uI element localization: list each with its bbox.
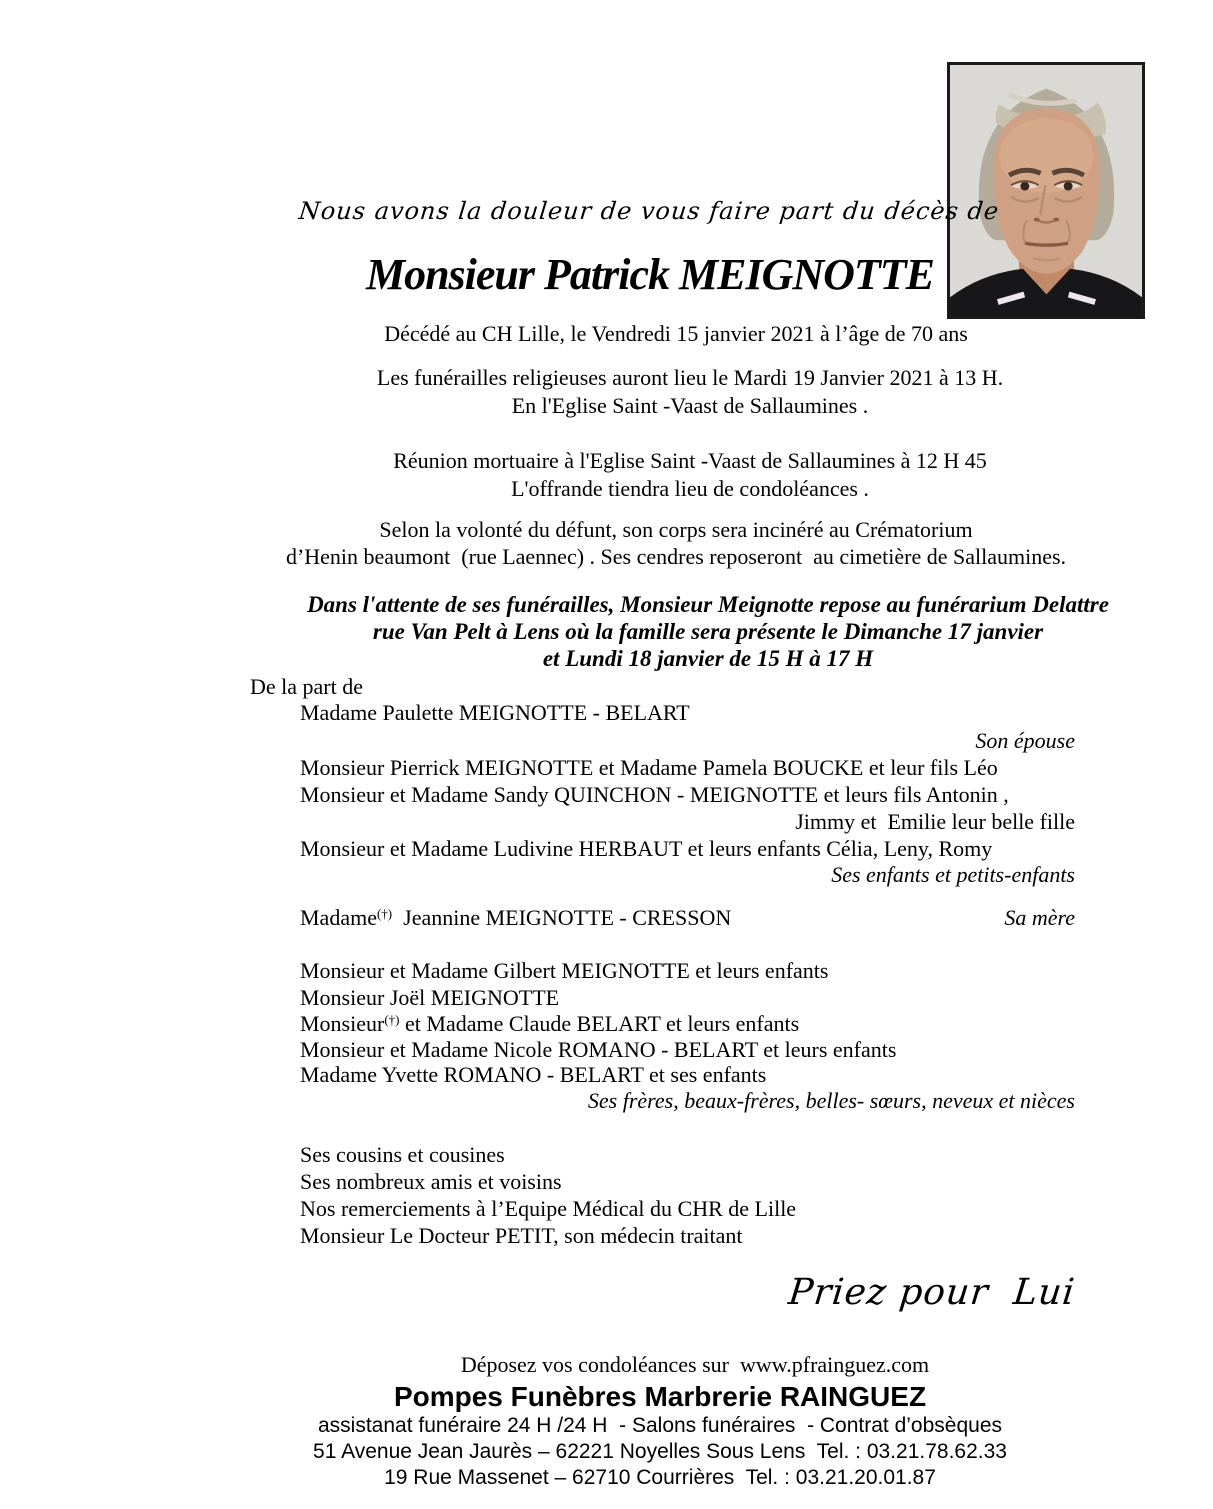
- deceased-dagger-mark: (†): [384, 1012, 400, 1027]
- repose-line-1: Dans l'attente de ses funérailles, Monsieur Meignotte repose au funérarium Delattre: [307, 592, 1109, 617]
- family-sibling-5: Madame Yvette ROMANO - BELART et ses enfants: [300, 1062, 767, 1087]
- intro-line: Nous avons la douleur de vous faire part du décès de: [297, 197, 1001, 225]
- family-sibling-2: Monsieur Joël MEIGNOTTE: [300, 985, 560, 1010]
- condolences-line: Déposez vos condoléances sur www.pfrainguez.com: [460, 1352, 930, 1377]
- family-sibling-1: Monsieur et Madame Gilbert MEIGNOTTE et leurs enfants: [300, 958, 829, 983]
- repose-line-3: et Lundi 18 janvier de 15 H à 17 H: [542, 646, 874, 671]
- funeral-line-1: Les funérailles religieuses auront lieu le Mardi 19 Janvier 2021 à 13 H.: [376, 365, 1004, 390]
- family-mother-row: [300, 905, 1075, 930]
- family-others-1: Ses cousins et cousines: [300, 1142, 505, 1167]
- family-children-3: Monsieur et Madame Ludivine HERBAUT et leurs enfants Célia, Leny, Romy: [300, 836, 993, 861]
- family-others-3: Nos remerciements à l’Equipe Médical du CHR de Lille: [300, 1196, 797, 1221]
- family-children-2: Monsieur et Madame Sandy QUINCHON - MEIGNOTTE et leurs fils Antonin ,: [300, 782, 1009, 807]
- family-others-2: Ses nombreux amis et voisins: [300, 1169, 562, 1194]
- repose-line-2: rue Van Pelt à Lens où la famille sera présente le Dimanche 17 janvier: [372, 619, 1044, 644]
- family-sibling-3: Monsieur(†) et Madame Claude BELART et leurs enfants: [300, 1011, 800, 1036]
- mother-label: Sa mère: [1004, 905, 1075, 930]
- meeting-line-1: Réunion mortuaire à l'Eglise Saint -Vaast de Sallaumines à 12 H 45: [393, 448, 987, 473]
- funeral-line-2: En l'Eglise Saint -Vaast de Sallaumines .: [511, 393, 869, 418]
- prayer-line: Priez pour Lui: [786, 1272, 1078, 1313]
- family-spouse: Madame Paulette MEIGNOTTE - BELART: [300, 700, 690, 725]
- cremation-line-2: d’Henin beaumont (rue Laennec) . Ses cendres reposeront au cimetière de Sallaumines.: [285, 544, 1067, 569]
- meeting-line-2: L'offrande tiendra lieu de condoléances .: [511, 476, 869, 501]
- address-line-1: 51 Avenue Jean Jaurès – 62221 Noyelles Sous Lens Tel. : 03.21.78.62.33: [313, 1440, 1007, 1463]
- siblings-label: Ses frères, beaux-frères, belles- sœurs, neveux et nièces: [587, 1088, 1075, 1113]
- family-mother: Madame(†) Jeannine MEIGNOTTE - CRESSON: [300, 905, 732, 930]
- family-children-2b: Jimmy et Emilie leur belle fille: [795, 809, 1075, 834]
- family-others-4: Monsieur Le Docteur PETIT, son médecin traitant: [300, 1223, 743, 1248]
- family-sibling-4: Monsieur et Madame Nicole ROMANO - BELART et leurs enfants: [300, 1037, 897, 1062]
- spouse-label: Son épouse: [975, 728, 1075, 753]
- deceased-dagger-mark: (†): [376, 906, 393, 921]
- cremation-line-1: Selon la volonté du défunt, son corps sera incinéré au Crématorium: [379, 517, 973, 542]
- family-intro: De la part de: [250, 674, 363, 699]
- funeral-home-name: Pompes Funèbres Marbrerie RAINGUEZ: [393, 1381, 927, 1412]
- death-date-line: Décédé au CH Lille, le Vendredi 15 janvier 2021 à l’âge de 70 ans: [384, 321, 968, 346]
- family-children-1: Monsieur Pierrick MEIGNOTTE et Madame Pamela BOUCKE et leur fils Léo: [300, 755, 998, 780]
- address-line-2: 19 Rue Massenet – 62710 Courrières Tel. : 03.21.20.01.87: [384, 1466, 936, 1489]
- deceased-name: Monsieur Patrick MEIGNOTTE: [365, 250, 935, 299]
- services-line: assistanat funéraire 24 H /24 H - Salons funéraires - Contrat d’obsèques: [317, 1414, 1003, 1437]
- children-label: Ses enfants et petits-enfants: [831, 862, 1075, 887]
